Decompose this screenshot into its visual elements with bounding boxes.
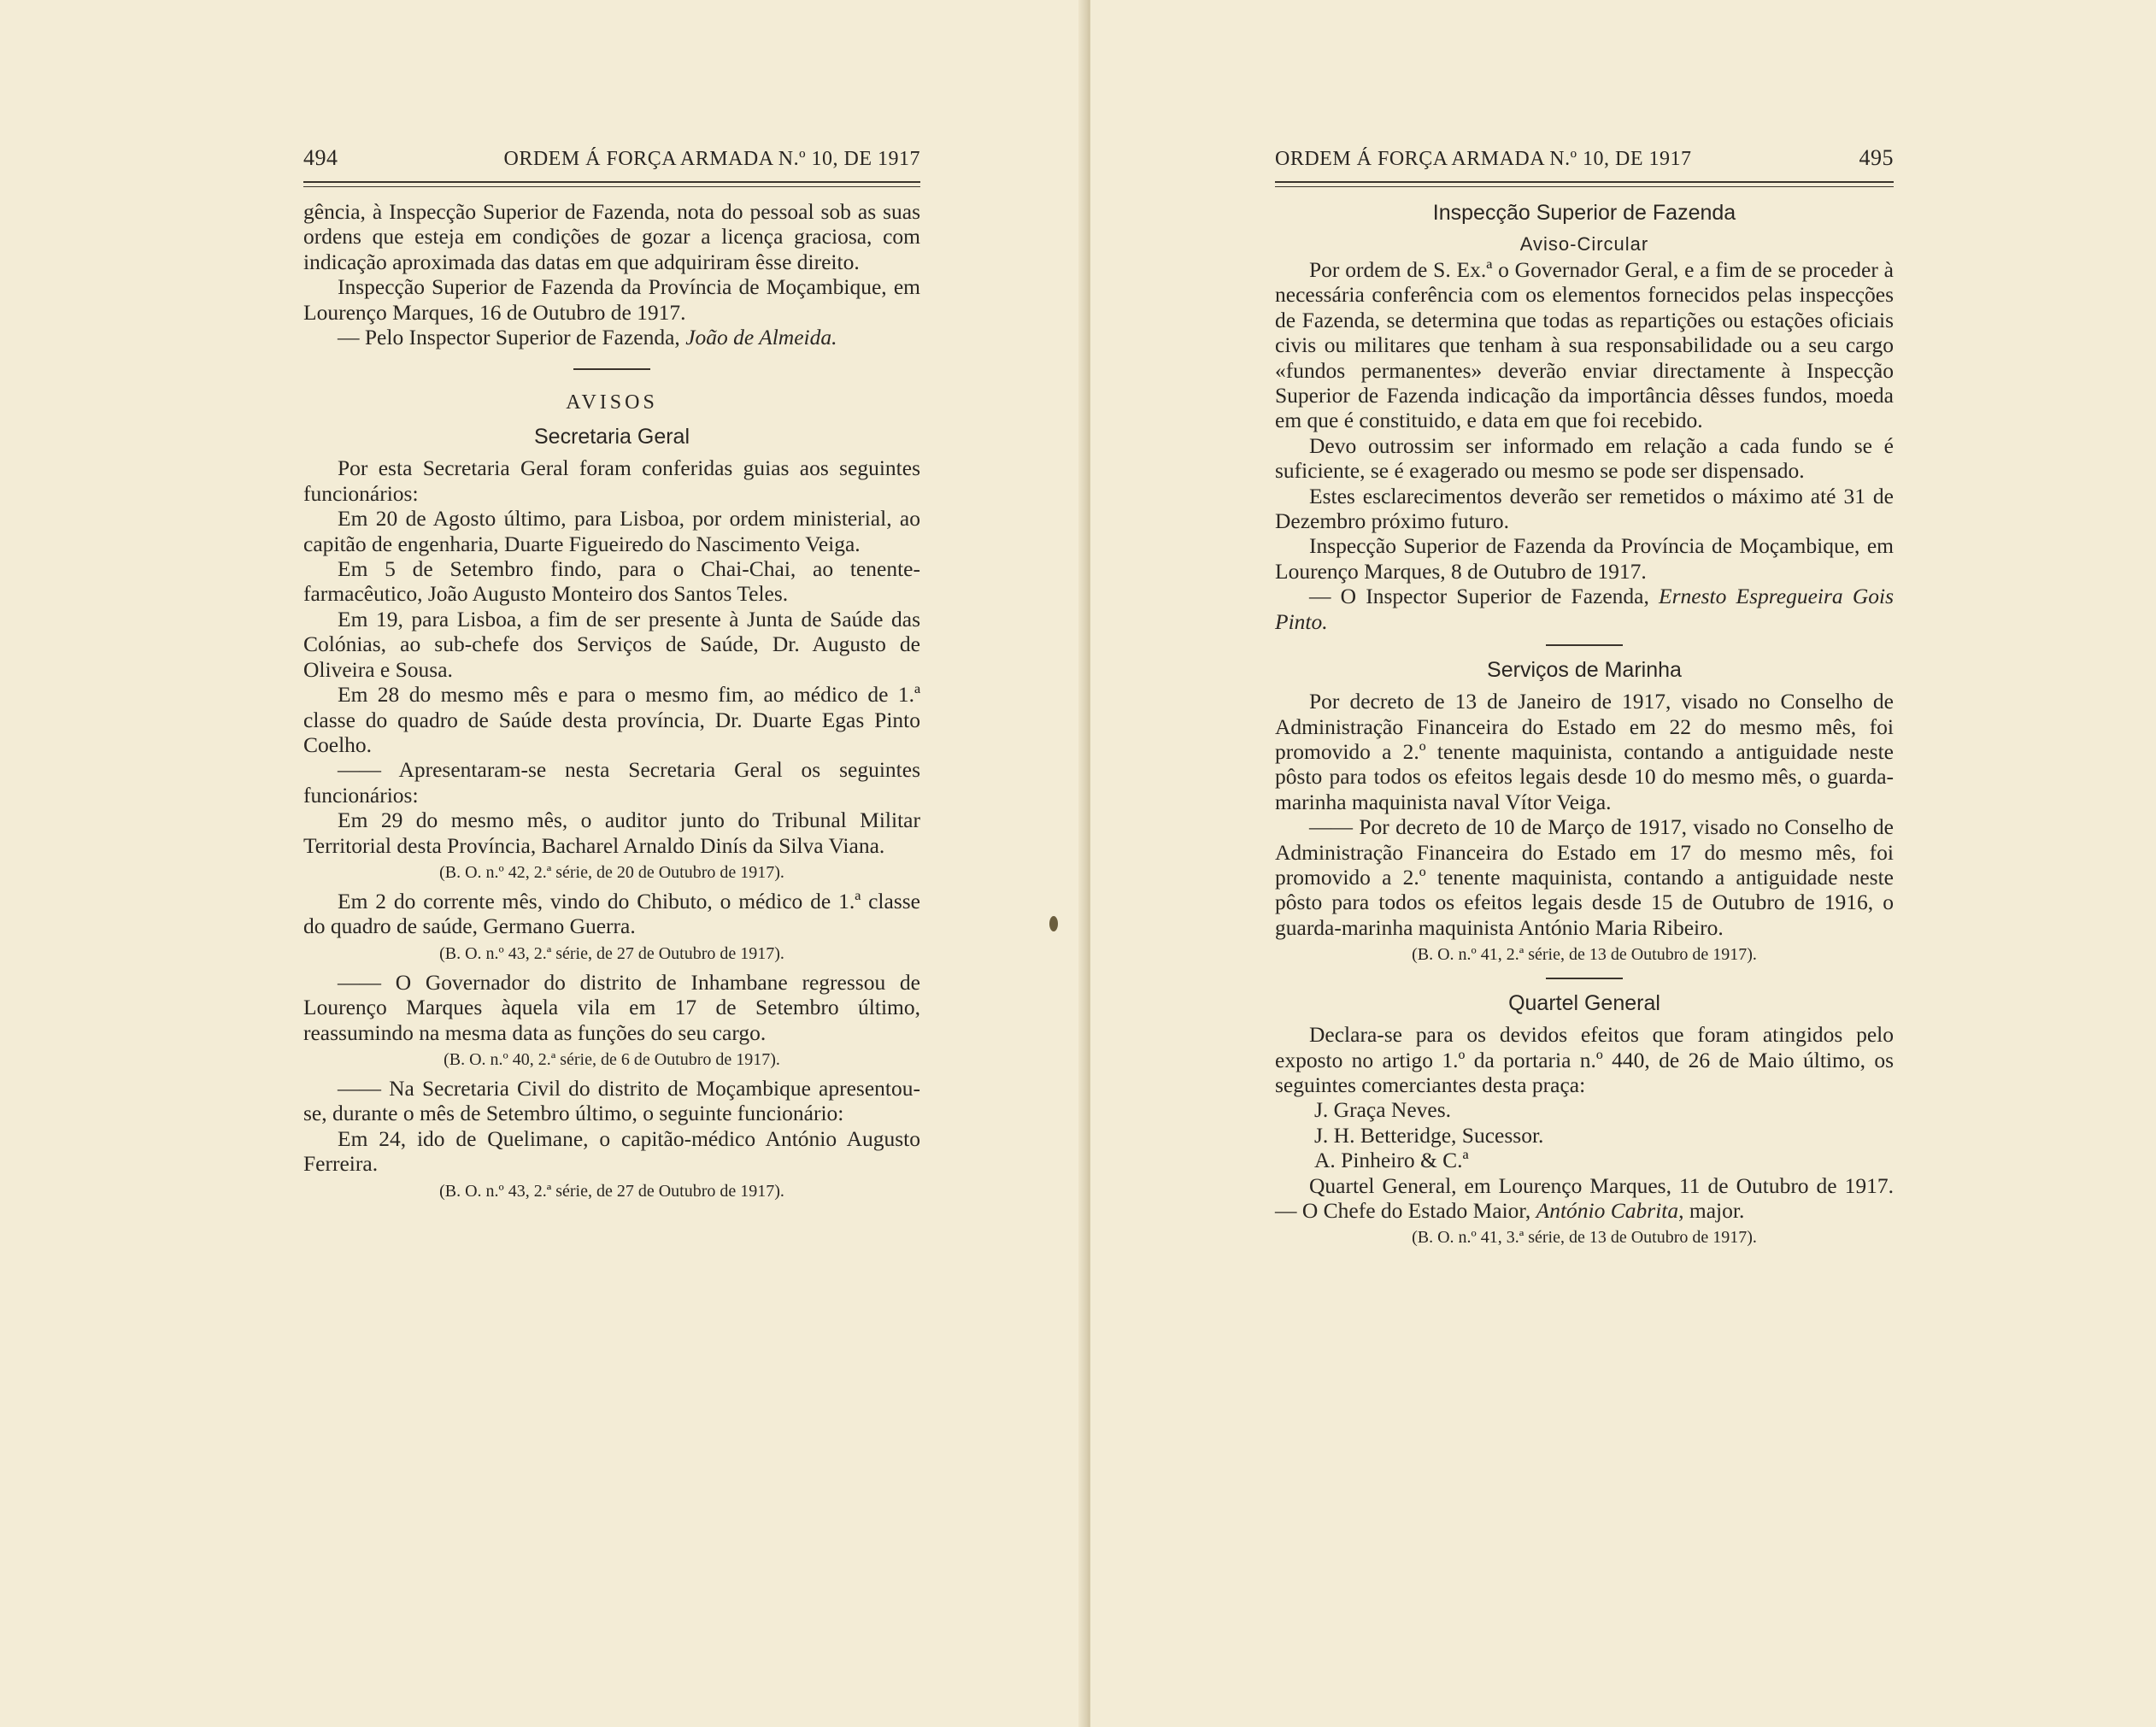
paragraph: Em 28 do mesmo mês e para o mesmo fim, ao médico de 1.ª classe do quadro de Saúde desta província, Dr. Duarte Egas Pinto Coelho. — [303, 682, 920, 757]
source-citation: (B. O. n.º 41, 2.ª série, de 13 de Outubro de 1917). — [1412, 945, 1757, 965]
paragraph: gência, à Inspecção Superior de Fazenda, nota do pessoal sob as suas ordens que esteja em condições de gozar a licença graciosa, com indicação aproximada das datas em que adquiriram êsse direito. — [303, 199, 920, 274]
paragraph: Por esta Secretaria Geral foram conferidas guias aos seguintes funcionários: — [303, 455, 920, 506]
right-running-header — [1275, 145, 1894, 178]
signature-lead: — O Inspector Superior de Fazenda, — [1309, 584, 1660, 609]
closing-tail: major. — [1683, 1198, 1745, 1223]
source-citation: (B. O. n.º 41, 3.ª série, de 13 de Outubro de 1917). — [1412, 1228, 1757, 1248]
header-rule — [303, 181, 920, 187]
source-citation: (B. O. n.º 42, 2.ª série, de 20 de Outubro de 1917). — [439, 862, 784, 882]
paragraph: Em 29 do mesmo mês, o auditor junto do Tribunal Militar Territorial desta Província, Bacharel Arnaldo Dinís da Silva Viana. — [303, 808, 920, 858]
paragraph: Declara-se para os devidos efeitos que foram atingidos pelo exposto no artigo 1.º da portaria n.º 440, de 26 de Maio último, os seguintes comerciantes desta praça: — [1275, 1022, 1894, 1097]
source-citation: (B. O. n.º 43, 2.ª série, de 27 de Outubro de 1917). — [439, 1181, 784, 1201]
paragraph: —— Por decreto de 10 de Março de 1917, visado no Conselho de Administração Financeira do Estado em 17 do mesmo mês, foi promovido a 2.º tenente maquinista, contando a antiguidade neste pôsto para todos os efeitos legais desde 15 de Outubro de 1916, o guarda-marinha maquinista António Maria Ribeiro. — [1275, 814, 1894, 940]
closing-name: António Cabrita, — [1536, 1198, 1684, 1223]
right-page-number: 495 — [1859, 145, 1894, 170]
paragraph: Em 2 do corrente mês, vindo do Chibuto, o médico de 1.ª classe do quadro de saúde, Germano Guerra. — [303, 888, 920, 939]
source-citation: (B. O. n.º 40, 2.ª série, de 6 de Outubro de 1917). — [444, 1049, 780, 1069]
section-heading: Quartel General — [1508, 991, 1660, 1016]
signature-line — [1275, 584, 1894, 634]
paragraph: —— Na Secretaria Civil do distrito de Moçambique apresentou-se, durante o mês de Setembro último, o seguinte funcionário: — [303, 1075, 920, 1126]
paragraph: Por decreto de 13 de Janeiro de 1917, visado no Conselho de Administração Financeira do Estado em 22 do mesmo mês, foi promovido a 2.º tenente maquinista, contando a antiguidade neste pôsto para todos os efeitos legais desde 10 do mesmo mês, o guarda-marinha maquinista naval Vítor Veiga. — [1275, 689, 1894, 814]
section-heading: Inspecção Superior de Fazenda — [1432, 201, 1736, 225]
paragraph: Inspecção Superior de Fazenda da Província de Moçambique, em Lourenço Marques, 16 de Outubro de 1917. — [303, 274, 920, 325]
paragraph: Inspecção Superior de Fazenda da Província de Moçambique, em Lourenço Marques, 8 de Outubro de 1917. — [1275, 533, 1894, 584]
paragraph: —— O Governador do distrito de Inhambane regressou de Lourenço Marques àquela vila em 17 de Setembro último, reassumindo na mesma data as funções do seu cargo. — [303, 969, 920, 1045]
list-item: J. H. Betteridge, Sucessor. — [1314, 1122, 1544, 1148]
paragraph: —— Apresentaram-se nesta Secretaria Geral os seguintes funcionários: — [303, 757, 920, 808]
paragraph: Em 20 de Agosto último, para Lisboa, por ordem ministerial, ao capitão de engenharia, Duarte Figueiredo do Nascimento Veiga. — [303, 506, 920, 556]
paragraph: Em 5 de Setembro findo, para o Chai-Chai, ao tenente-farmacêutico, João Augusto Monteiro dos Santos Teles. — [303, 556, 920, 607]
source-citation: (B. O. n.º 43, 2.ª série, de 27 de Outubro de 1917). — [439, 943, 784, 963]
section-heading: Secretaria Geral — [533, 425, 690, 449]
section-subheading: Aviso-Circular — [1519, 233, 1649, 255]
paragraph — [1275, 1173, 1894, 1224]
paragraph: Em 19, para Lisboa, a fim de ser presente à Junta de Saúde das Colónias, ao sub-chefe dos Serviços de Saúde, Dr. Augusto de Oliveira e Sousa. — [303, 606, 920, 682]
header-rule — [1275, 181, 1894, 187]
paragraph: Estes esclarecimentos deverão ser remetidos o máximo até 31 de Dezembro próximo futuro. — [1275, 483, 1894, 534]
closing-lead: Quartel General, em Lourenço Marques, 11 de Outubro de 1917. — O Chefe do Estado Maior, — [1275, 1172, 1894, 1223]
list-item: A. Pinheiro & C.ª — [1314, 1148, 1469, 1173]
right-page — [1090, 0, 2156, 1727]
signature-line — [303, 325, 920, 350]
left-page-column — [303, 145, 920, 1207]
right-running-title: ORDEM Á FORÇA ARMADA N.º 10, DE 1917 — [1275, 148, 1692, 170]
section-heading: Serviços de Marinha — [1487, 658, 1682, 683]
avisos-heading: AVISOS — [566, 391, 658, 414]
signature-name: João de Almeida. — [685, 325, 837, 350]
right-page-column — [1275, 145, 1894, 1254]
section-divider — [1546, 978, 1623, 979]
section-divider — [1546, 644, 1623, 646]
left-page-number: 494 — [303, 145, 338, 170]
binding-hole — [1049, 916, 1058, 931]
left-running-title: ORDEM Á FORÇA ARMADA N.º 10, DE 1917 — [503, 148, 920, 170]
paragraph: Por ordem de S. Ex.ª o Governador Geral, e a fim de se proceder à necessária conferência com os elementos fornecidos pelas inspecções de Fazenda, se determina que todas as repartições ou estações oficiais civis ou militares que tenham à sua responsabilidade ou a seu cargo «fundos permanentes» deverão enviar directamente à Inspecção Superior de Fazenda indicação da importância dêsses fundos, moeda em que é constituido, e data em que foi recebido. — [1275, 257, 1894, 433]
list-item: J. Graça Neves. — [1314, 1097, 1452, 1123]
paragraph: Devo outrossim ser informado em relação a cada fundo se é suficiente, se é exagerado ou mesmo se pode ser dispensado. — [1275, 432, 1894, 484]
paragraph: Em 24, ido de Quelimane, o capitão-médico António Augusto Ferreira. — [303, 1125, 920, 1177]
signature-lead: — Pelo Inspector Superior de Fazenda, — [338, 325, 686, 350]
section-divider — [573, 368, 650, 370]
left-running-header — [303, 145, 920, 178]
signature-name: Ernesto Espregueira Gois Pinto. — [1275, 584, 1894, 634]
